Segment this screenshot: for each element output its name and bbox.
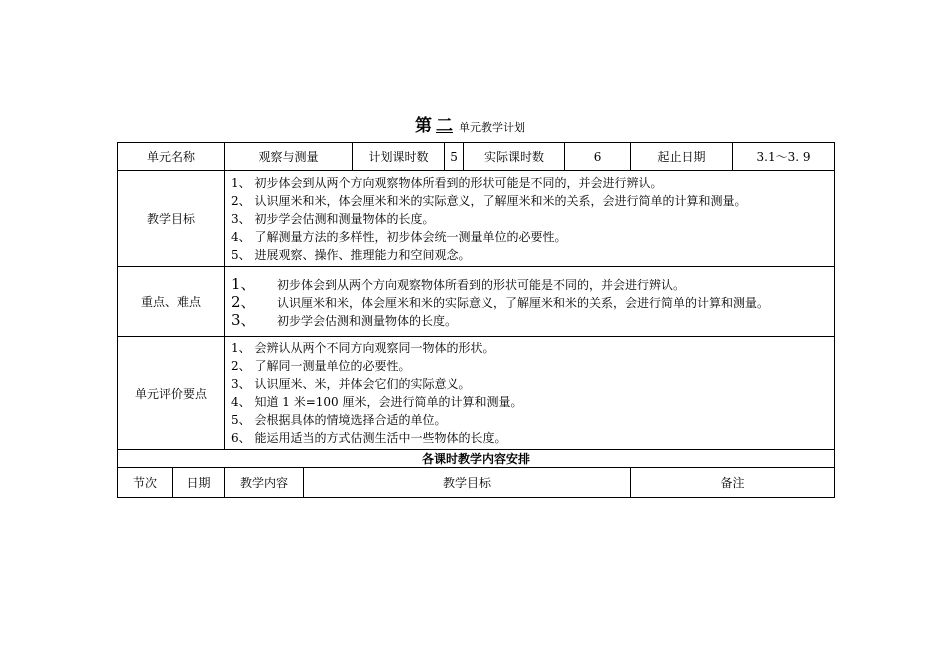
key-points-row (118, 267, 835, 337)
schedule-heading-row (118, 450, 835, 468)
unit-name-value: 观察与测量 (225, 143, 353, 171)
evaluation-item: 2、 了解同一测量单位的必要性。 (231, 359, 411, 373)
key-point-number: 2、 (231, 292, 256, 311)
planned-hours-label: 计划课时数 (353, 143, 445, 171)
schedule-header-row (118, 468, 835, 498)
schedule-col-date: 日期 (173, 468, 225, 498)
actual-hours-label: 实际课时数 (464, 143, 565, 171)
actual-hours-value: 6 (565, 143, 631, 171)
goal-item: 2、 认识厘米和米，体会厘米和米的实际意义，了解厘米和米的关系，会进行简单的计算和测量。 (231, 193, 747, 208)
date-range-value: 3.1～3. 9 (733, 143, 835, 171)
date-range-label: 起止日期 (631, 143, 733, 171)
goal-item: 1、 初步体会到从两个方向观察物体所看到的形状可能是不同的，并会进行辨认。 (231, 175, 663, 190)
key-point-text: 初步体会到从两个方向观察物体所看到的形状可能是不同的，并会进行辨认。 (277, 277, 686, 292)
goal-item: 4、 了解测量方法的多样性，初步体会统一测量单位的必要性。 (231, 229, 567, 244)
unit-name-label: 单元名称 (118, 143, 225, 171)
goal-item: 3、 初步学会估测和测量物体的长度。 (231, 211, 435, 226)
planned-hours-value: 5 (445, 143, 464, 171)
evaluation-label: 单元评价要点 (118, 337, 225, 450)
title-prefix: 第 (415, 116, 432, 136)
header-row (118, 143, 835, 171)
key-point-item (231, 311, 828, 329)
goals-label: 教学目标 (118, 171, 225, 267)
key-point-text: 初步学会估测和测量物体的长度。 (277, 313, 458, 328)
key-point-number: 1、 (231, 274, 256, 293)
schedule-col-content: 教学内容 (225, 468, 304, 498)
schedule-col-session: 节次 (118, 468, 173, 498)
unit-plan-table (117, 142, 835, 498)
goal-item: 5、 进展观察、操作、推理能力和空间观念。 (231, 247, 471, 262)
evaluation-item: 1、 会辨认从两个不同方向观察同一物体的形状。 (231, 341, 495, 355)
key-point-number: 3、 (231, 310, 256, 329)
goals-row (118, 171, 835, 267)
evaluation-item: 4、 知道 1 米=100 厘米，会进行简单的计算和测量。 (231, 395, 523, 409)
key-point-item (231, 293, 828, 311)
evaluation-item: 6、 能运用适当的方式估测生活中一些物体的长度。 (231, 431, 507, 445)
title-suffix: 单元教学计划 (459, 121, 525, 134)
evaluation-content (225, 337, 835, 450)
key-point-text: 认识厘米和米，体会厘米和米的实际意义，了解厘米和米的关系，会进行简单的计算和测量。 (277, 295, 770, 310)
evaluation-row (118, 337, 835, 450)
key-points-content (225, 267, 835, 337)
page-title (415, 116, 525, 138)
key-point-item (231, 275, 828, 293)
key-points-label: 重点、难点 (118, 267, 225, 337)
evaluation-item: 5、 会根据具体的情境选择合适的单位。 (231, 413, 447, 427)
title-unit-number: 二 (436, 116, 453, 136)
goals-content (225, 171, 835, 267)
schedule-heading: 各课时教学内容安排 (118, 450, 835, 468)
schedule-col-goal: 教学目标 (304, 468, 631, 498)
evaluation-item: 3、 认识厘米、米，并体会它们的实际意义。 (231, 377, 471, 391)
schedule-col-remark: 备注 (631, 468, 835, 498)
